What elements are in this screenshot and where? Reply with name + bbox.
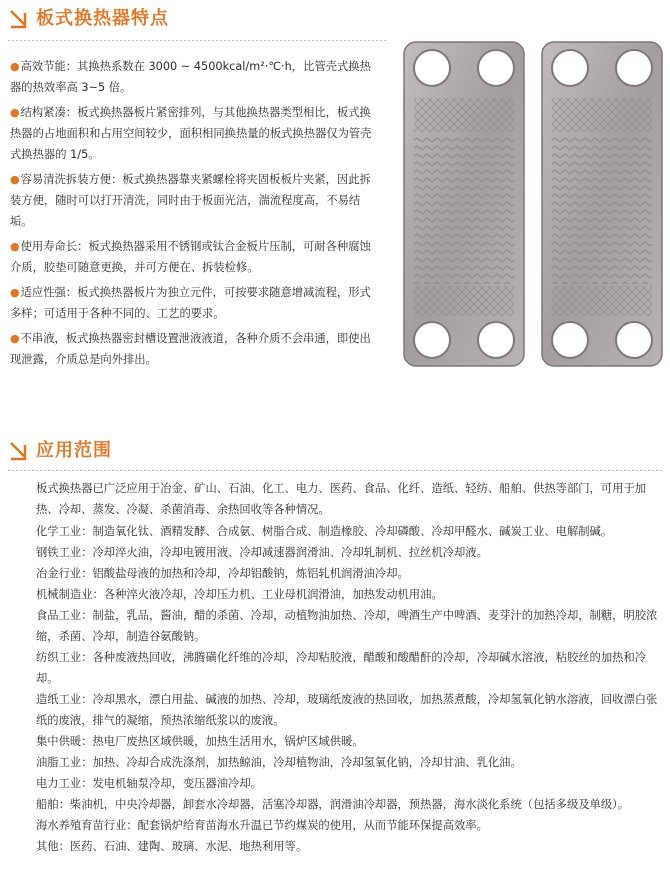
- application-row: 机械制造业：各种淬火液冷却，冷却压力机、工业母机润滑油，加热发动机用油。: [36, 588, 443, 601]
- application-row: 其他：医药、石油、建陶、玻璃、水泥、地热利用等。: [36, 840, 308, 853]
- applications-intro: 板式换热器已广泛应用于冶金、矿山、石油、化工、电力、医药、食品、化纤、造纸、轻纺、船舶、供热等部门，可用于加热、冷却、蒸发、冷凝、杀菌消毒、余热回收等各种情况。: [36, 482, 647, 516]
- application-row: 造纸工业：冷却黑水，漂白用盐、碱液的加热、冷却，玻璃纸废液的热回收，加热蒸煮酸，冷却氢氧化钠水溶液，回收漂白张纸的废液，排气的凝缩，预热浓缩纸浆以的废液。: [36, 693, 658, 727]
- application-row: 钢铁工业：冷却淬火油，冷却电镀用液、冷却减速器润滑油、冷却轧制机、拉丝机冷却液。: [36, 546, 488, 559]
- features-heading: [8, 8, 169, 30]
- feature-item: ●适应性强：板式换热器板片为独立元件，可按要求随意增减流程，形式多样；可适用于各种不同的、工艺的要求。: [10, 286, 371, 320]
- applications-heading: [8, 440, 112, 462]
- application-row: 集中供暖：热电厂废热区域供暖，加热生活用水，锅炉区域供暖。: [36, 735, 364, 748]
- feature-item: ●高效节能：其换热系数在 3000 ~ 4500kcal/m²·℃·h，比管壳式换热器的热效率高 3~5 倍。: [10, 60, 371, 94]
- bullet-icon: ●: [10, 240, 20, 253]
- bullet-icon: ●: [10, 60, 20, 73]
- bullet-icon: ●: [10, 332, 20, 345]
- features-title: 板式换热器特点: [36, 8, 169, 29]
- bullet-icon: ●: [10, 173, 20, 186]
- corner-arrow-icon: [8, 8, 30, 30]
- applications-divider: [8, 470, 662, 471]
- application-row: 电力工业：发电机轴泵冷却，变压器油冷却。: [36, 777, 262, 790]
- applications-list: [36, 478, 664, 857]
- bullet-icon: ●: [10, 286, 20, 299]
- application-row: 海水养殖育苗行业：配套锅炉给育苗海水升温已节约煤炭的使用，从而节能环保提高效率。: [36, 819, 488, 832]
- bullet-icon: ●: [10, 106, 20, 119]
- feature-item: ●容易清洗拆装方便：板式换热器靠夹紧螺栓将夹固板板片夹紧，因此拆装方便，随时可以打开清洗，同时由于板面光洁，湍流程度高，不易结垢。: [10, 173, 371, 228]
- corner-arrow-icon: [8, 440, 30, 462]
- feature-item: ●使用寿命长：板式换热器采用不锈钢或钛合金板片压制，可耐各种腐蚀介质，胶垫可随意更换，并可方便在、拆装检修。: [10, 240, 371, 274]
- application-row: 冶金行业：铝酸盐母液的加热和冷却，冷却铝酸钠，炼铝轧机润滑油冷却。: [36, 567, 409, 580]
- feature-item: ●不串液，板式换热器密封槽设置泄液液道，各种介质不会串通，即使出现泄露，介质总是向外排出。: [10, 332, 371, 366]
- heat-exchanger-plate-icon: [402, 40, 664, 370]
- application-row: 船舶：柴油机，中央冷却器，卸套水冷却器，活塞冷却器，润滑油冷却器，预热器，海水淡化系统（包括多级及单级）。: [36, 798, 630, 811]
- features-list: [10, 56, 380, 374]
- features-divider: [8, 40, 388, 41]
- application-row: 化学工业：制造氧化钛、酒精发酵、合成氨、树脂合成、制造橡胶、冷却磷酸、冷却甲醛水、碱炭工业、电解制碱。: [36, 525, 613, 538]
- feature-item: ●结构紧凑：板式换热器板片紧密排列，与其他换热器类型相比，板式换热器的占地面积和占用空间较少，面积相同换热量的板式换热器仅为管壳式换热器的 1/5。: [10, 106, 372, 161]
- application-row: 油脂工业：加热、冷却合成洗涤剂，加热鲸油，冷却植物油，冷却氢氧化钠，冷却甘油、乳化油。: [36, 756, 522, 769]
- applications-title: 应用范围: [36, 440, 112, 461]
- application-row: 纺织工业：各种废液热回收，沸腾磺化纤维的冷却，冷却粘胶液，醋酸和酸醋酐的冷却，冷却碱水溶液，粘胶丝的加热和冷却。: [36, 651, 647, 685]
- application-row: 食品工业：制盐，乳品，酱油，醋的杀菌、冷却，动植物油加热、冷却，啤酒生产中啤酒、麦芽汁的加热冷却，制糖，明胶浓缩，杀菌、冷却，制造谷氨酸钠。: [36, 609, 658, 643]
